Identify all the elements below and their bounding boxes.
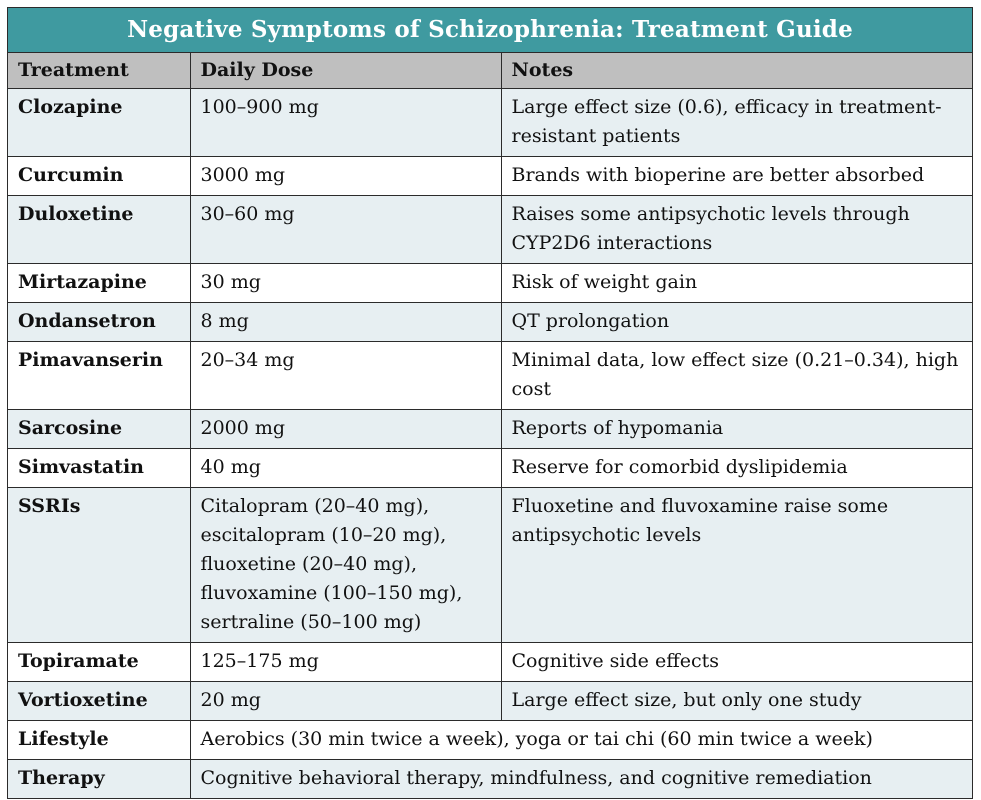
dose-line: sertraline (50–100 mg)	[200, 611, 422, 633]
treatment-cell: Pimavanserin	[8, 342, 190, 410]
notes-cell: Minimal data, low effect size (0.21–0.34), high cost	[501, 342, 972, 410]
notes-cell: Large effect size (0.6), efficacy in treatment-resistant patients	[501, 89, 972, 157]
table-row	[8, 449, 972, 488]
notes-cell: Risk of weight gain	[501, 264, 972, 303]
header-treatment: Treatment	[8, 53, 190, 89]
table-row	[8, 264, 972, 303]
notes-cell: QT prolongation	[501, 303, 972, 342]
treatment-table	[8, 53, 972, 798]
treatment-cell: Clozapine	[8, 89, 190, 157]
table-row	[8, 89, 972, 157]
dose-cell	[190, 488, 501, 643]
table-title: Negative Symptoms of Schizophrenia: Treatment Guide	[8, 8, 972, 53]
dose-line: fluvoxamine (100–150 mg),	[200, 582, 463, 604]
dose-cell: 20 mg	[190, 682, 501, 721]
spanning-cell: Cognitive behavioral therapy, mindfulness, and cognitive remediation	[190, 760, 972, 799]
treatment-cell: Duloxetine	[8, 196, 190, 264]
dose-cell: 100–900 mg	[190, 89, 501, 157]
dose-cell: 40 mg	[190, 449, 501, 488]
treatment-cell: Sarcosine	[8, 410, 190, 449]
table-row	[8, 643, 972, 682]
dose-cell: 3000 mg	[190, 157, 501, 196]
treatment-cell: Mirtazapine	[8, 264, 190, 303]
treatment-cell: Ondansetron	[8, 303, 190, 342]
header-daily-dose: Daily Dose	[190, 53, 501, 89]
table-row	[8, 303, 972, 342]
notes-cell: Brands with bioperine are better absorbed	[501, 157, 972, 196]
treatment-cell: Simvastatin	[8, 449, 190, 488]
header-row	[8, 53, 972, 89]
spanning-cell: Aerobics (30 min twice a week), yoga or tai chi (60 min twice a week)	[190, 721, 972, 760]
treatment-cell: Lifestyle	[8, 721, 190, 760]
table-row	[8, 342, 972, 410]
treatment-cell: SSRIs	[8, 488, 190, 643]
dose-cell: 125–175 mg	[190, 643, 501, 682]
table-row	[8, 410, 972, 449]
header-notes: Notes	[501, 53, 972, 89]
treatment-cell: Therapy	[8, 760, 190, 799]
dose-line: escitalopram (10–20 mg),	[200, 524, 447, 546]
table-row-lifestyle	[8, 721, 972, 760]
dose-line: fluoxetine (20–40 mg),	[200, 553, 417, 575]
treatment-cell: Vortioxetine	[8, 682, 190, 721]
dose-cell: 20–34 mg	[190, 342, 501, 410]
table-body	[8, 89, 972, 799]
table-row	[8, 157, 972, 196]
dose-cell: 30–60 mg	[190, 196, 501, 264]
notes-cell: Reserve for comorbid dyslipidemia	[501, 449, 972, 488]
treatment-cell: Topiramate	[8, 643, 190, 682]
notes-cell: Reports of hypomania	[501, 410, 972, 449]
dose-line: Citalopram (20–40 mg),	[200, 495, 430, 517]
treatment-guide-table-container	[7, 7, 973, 799]
table-row	[8, 682, 972, 721]
table-row-therapy	[8, 760, 972, 799]
table-row	[8, 488, 972, 643]
notes-cell: Raises some antipsychotic levels through CYP2D6 interactions	[501, 196, 972, 264]
dose-cell: 30 mg	[190, 264, 501, 303]
dose-cell: 2000 mg	[190, 410, 501, 449]
dose-cell: 8 mg	[190, 303, 501, 342]
notes-cell: Cognitive side effects	[501, 643, 972, 682]
treatment-cell: Curcumin	[8, 157, 190, 196]
notes-cell: Fluoxetine and fluvoxamine raise some antipsychotic levels	[501, 488, 972, 643]
table-row	[8, 196, 972, 264]
notes-cell: Large effect size, but only one study	[501, 682, 972, 721]
